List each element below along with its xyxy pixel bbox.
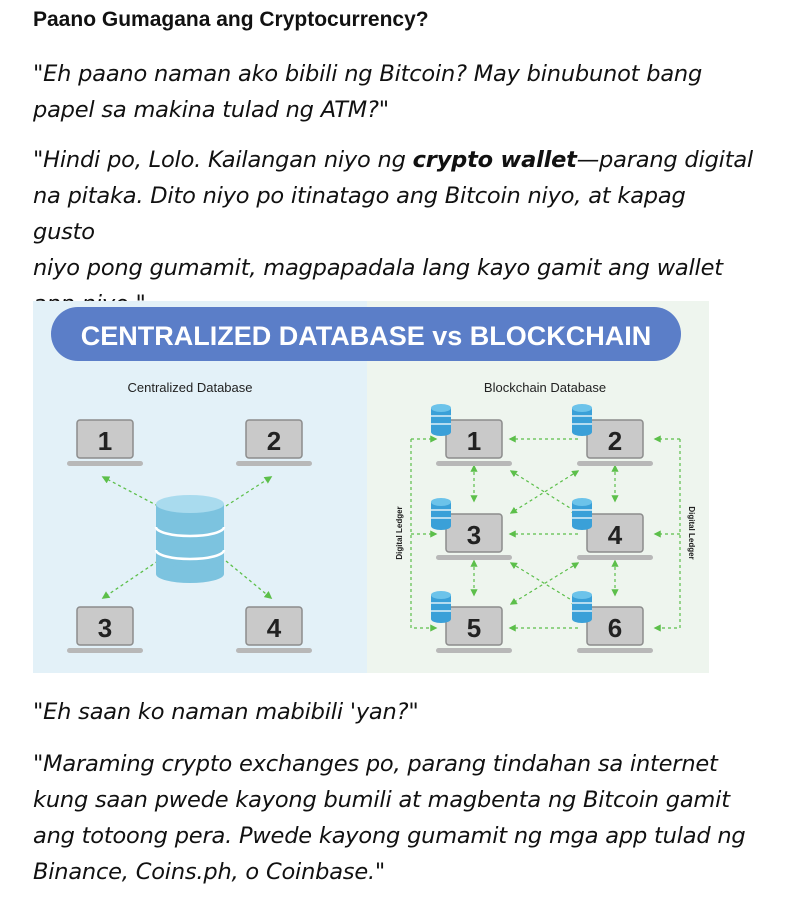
figure-title: CENTRALIZED DATABASE vs BLOCKCHAIN [80, 321, 652, 351]
paragraph-text: "Hindi po, Lolo. Kailangan niyo ng [33, 147, 413, 173]
centralized-vs-blockchain-figure [33, 301, 709, 673]
node-label: 2 [607, 426, 623, 456]
node-label: 4 [607, 520, 623, 550]
paragraph-line: Binance, Coins.ph, o Coinbase." [33, 859, 386, 885]
paragraph-line: ang totoong pera. Pwede kayong gumamit ng mga app tulad ng [33, 823, 746, 849]
digital-ledger-label-left: Digital Ledger [395, 506, 404, 560]
dialogue-paragraph-4 [33, 746, 753, 890]
database-icon [431, 498, 451, 530]
node-label: 3 [466, 520, 482, 550]
paragraph-line: "Eh saan ko naman mabibili 'yan?" [33, 699, 419, 725]
node-label: 6 [607, 613, 623, 643]
node-label: 1 [466, 426, 482, 456]
node-label: 5 [466, 613, 482, 643]
paragraph-line: "Eh paano naman ako bibili ng Bitcoin? May binubunot bang [33, 61, 703, 87]
paragraph-line: papel sa makina tulad ng ATM?" [33, 97, 389, 123]
blockchain-label: Blockchain Database [483, 380, 607, 395]
database-icon [431, 591, 451, 623]
paragraph-line: niyo pong gumamit, magpapadala lang kayo gamit ang wallet [33, 255, 723, 281]
node-label: 4 [266, 613, 282, 643]
dialogue-paragraph-3 [33, 694, 753, 730]
paragraph-line: "Maraming crypto exchanges po, parang tindahan sa internet [33, 751, 718, 777]
centralized-label: Centralized Database [127, 380, 253, 395]
database-icon [572, 591, 592, 623]
paragraph-line [33, 142, 753, 178]
dialogue-paragraph-2 [33, 142, 753, 322]
digital-ledger-label-right: Digital Ledger [687, 506, 696, 560]
crypto-wallet-term: crypto wallet [412, 147, 577, 173]
database-icon [572, 404, 592, 436]
paragraph-line: kung saan pwede kayong bumili at magbenta ng Bitcoin gamit [33, 787, 730, 813]
paragraph-line: na pitaka. Dito niyo po itinatago ang Bitcoin niyo, at kapag gusto [33, 183, 686, 245]
node-label: 1 [97, 426, 113, 456]
dialogue-paragraph-1 [33, 56, 753, 128]
node-label: 2 [266, 426, 282, 456]
database-icon [431, 404, 451, 436]
section-heading: Paano Gumagana ang Cryptocurrency? [33, 8, 429, 31]
central-database-icon [156, 495, 224, 583]
database-icon [572, 498, 592, 530]
paragraph-text: —parang digital [576, 147, 753, 173]
node-label: 3 [97, 613, 113, 643]
